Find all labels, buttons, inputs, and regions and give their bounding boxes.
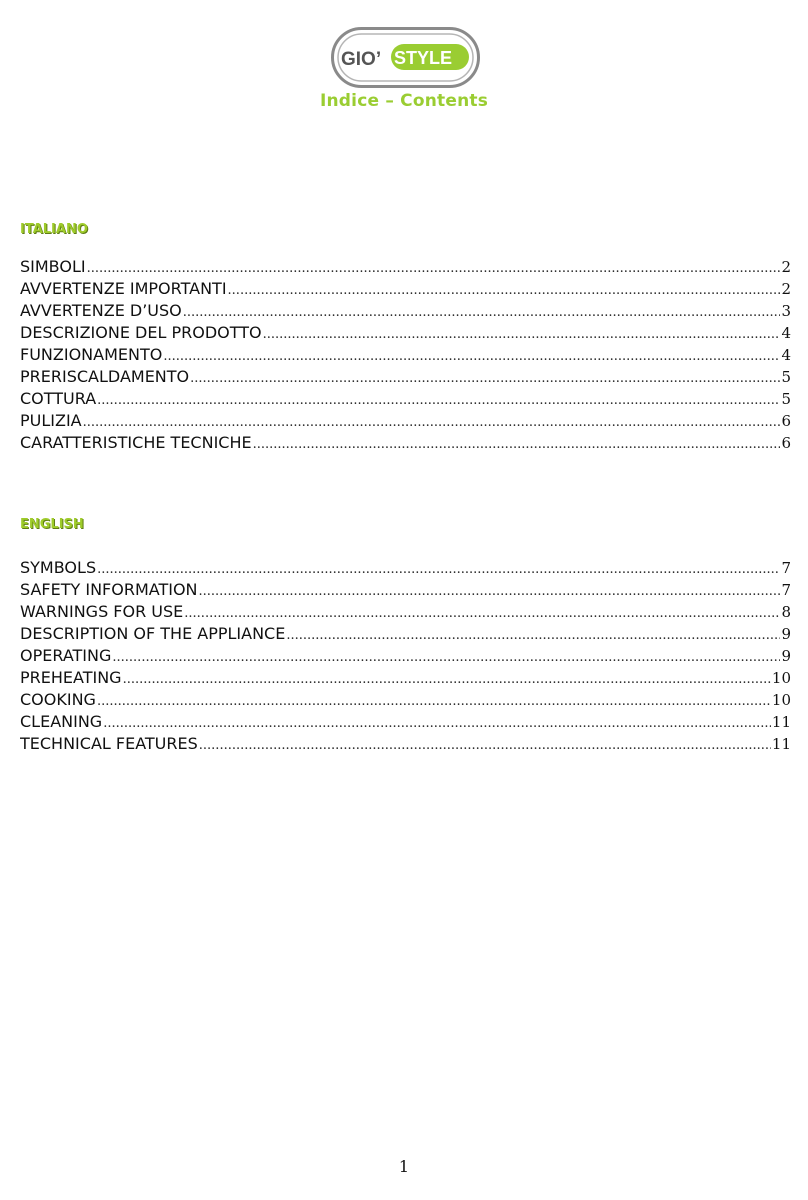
toc-entry-label: SIMBOLI <box>20 257 86 276</box>
toc-entry[interactable] <box>20 646 791 668</box>
toc-leader-dots <box>286 628 780 643</box>
toc-leader-dots <box>253 437 781 452</box>
toc-entry[interactable] <box>20 323 791 345</box>
toc-entry[interactable] <box>20 668 791 690</box>
toc-leader-dots <box>83 415 781 430</box>
toc-leader-dots <box>190 371 780 386</box>
toc-entry-page: 4 <box>781 324 791 342</box>
toc-entry-page: 7 <box>781 559 791 577</box>
toc-entry-page: 11 <box>771 735 791 753</box>
page-title: Indice – Contents <box>319 91 489 111</box>
toc-entry[interactable] <box>20 624 791 646</box>
toc-entry[interactable] <box>20 279 791 301</box>
toc-entry-page: 6 <box>781 434 791 452</box>
toc-entry-page: 10 <box>771 691 791 709</box>
toc-entry[interactable] <box>20 580 791 602</box>
toc-entry[interactable] <box>20 257 791 279</box>
toc-entry[interactable] <box>20 433 791 455</box>
toc-leader-dots <box>263 327 781 342</box>
toc-leader-dots <box>199 738 771 753</box>
toc-entry-label: PREHEATING <box>20 668 122 687</box>
toc-list-english <box>20 558 791 756</box>
toc-leader-dots <box>123 672 771 687</box>
toc-entry-page: 9 <box>781 625 791 643</box>
toc-leader-dots <box>199 584 781 599</box>
toc-entry-page: 3 <box>781 302 791 320</box>
toc-entry[interactable] <box>20 734 791 756</box>
toc-entry-label: PULIZIA <box>20 411 82 430</box>
toc-entry-label: SYMBOLS <box>20 558 97 577</box>
toc-entry-label: COTTURA <box>20 389 97 408</box>
toc-leader-dots <box>112 650 780 665</box>
toc-entry-label: COOKING <box>20 690 96 709</box>
toc-entry-label: FUNZIONAMENTO <box>20 345 163 364</box>
section-heading-english: ENGLISH <box>20 517 84 532</box>
toc-entry-label: PRERISCALDAMENTO <box>20 367 190 386</box>
toc-entry[interactable] <box>20 345 791 367</box>
toc-entry-label: AVVERTENZE IMPORTANTI <box>20 279 227 298</box>
brand-logo-graphic <box>331 27 480 88</box>
toc-entry[interactable] <box>20 712 791 734</box>
toc-entry-page: 9 <box>781 647 791 665</box>
toc-leader-dots <box>97 694 771 709</box>
toc-leader-dots <box>97 562 780 577</box>
page-number: 1 <box>398 1157 410 1176</box>
logo-text-right: STYLE <box>394 48 453 68</box>
toc-entry[interactable] <box>20 389 791 411</box>
toc-entry[interactable] <box>20 367 791 389</box>
toc-entry-page: 4 <box>781 346 791 364</box>
toc-entry-page: 6 <box>781 412 791 430</box>
logo-text-left: GIO’ <box>341 49 382 70</box>
toc-leader-dots <box>103 716 771 731</box>
toc-entry-label: AVVERTENZE D’USO <box>20 301 182 320</box>
toc-entry-label: CLEANING <box>20 712 103 731</box>
toc-leader-dots <box>87 261 781 276</box>
toc-entry-label: WARNINGS FOR USE <box>20 602 184 621</box>
toc-entry-page: 10 <box>771 669 791 687</box>
toc-entry-label: SAFETY INFORMATION <box>20 580 198 599</box>
toc-entry[interactable] <box>20 301 791 323</box>
toc-entry-label: DESCRIPTION OF THE APPLIANCE <box>20 624 286 643</box>
toc-entry[interactable] <box>20 411 791 433</box>
toc-entry-label: DESCRIZIONE DEL PRODOTTO <box>20 323 262 342</box>
toc-entry[interactable] <box>20 602 791 624</box>
toc-entry-page: 5 <box>781 368 791 386</box>
toc-entry-page: 2 <box>781 280 791 298</box>
section-heading-italiano: ITALIANO <box>20 222 88 237</box>
toc-entry-label: OPERATING <box>20 646 112 665</box>
toc-leader-dots <box>97 393 780 408</box>
toc-entry[interactable] <box>20 558 791 580</box>
toc-leader-dots <box>163 349 780 364</box>
toc-leader-dots <box>228 283 781 298</box>
brand-logo <box>331 27 480 88</box>
toc-leader-dots <box>183 305 781 320</box>
toc-entry-label: TECHNICAL FEATURES <box>20 734 198 753</box>
toc-leader-dots <box>184 606 780 621</box>
toc-entry-page: 5 <box>781 390 791 408</box>
toc-entry-page: 7 <box>781 581 791 599</box>
toc-entry-label: CARATTERISTICHE TECNICHE <box>20 433 252 452</box>
toc-entry[interactable] <box>20 690 791 712</box>
toc-list-italiano <box>20 257 791 455</box>
toc-entry-page: 8 <box>781 603 791 621</box>
toc-entry-page: 2 <box>781 258 791 276</box>
toc-entry-page: 11 <box>771 713 791 731</box>
